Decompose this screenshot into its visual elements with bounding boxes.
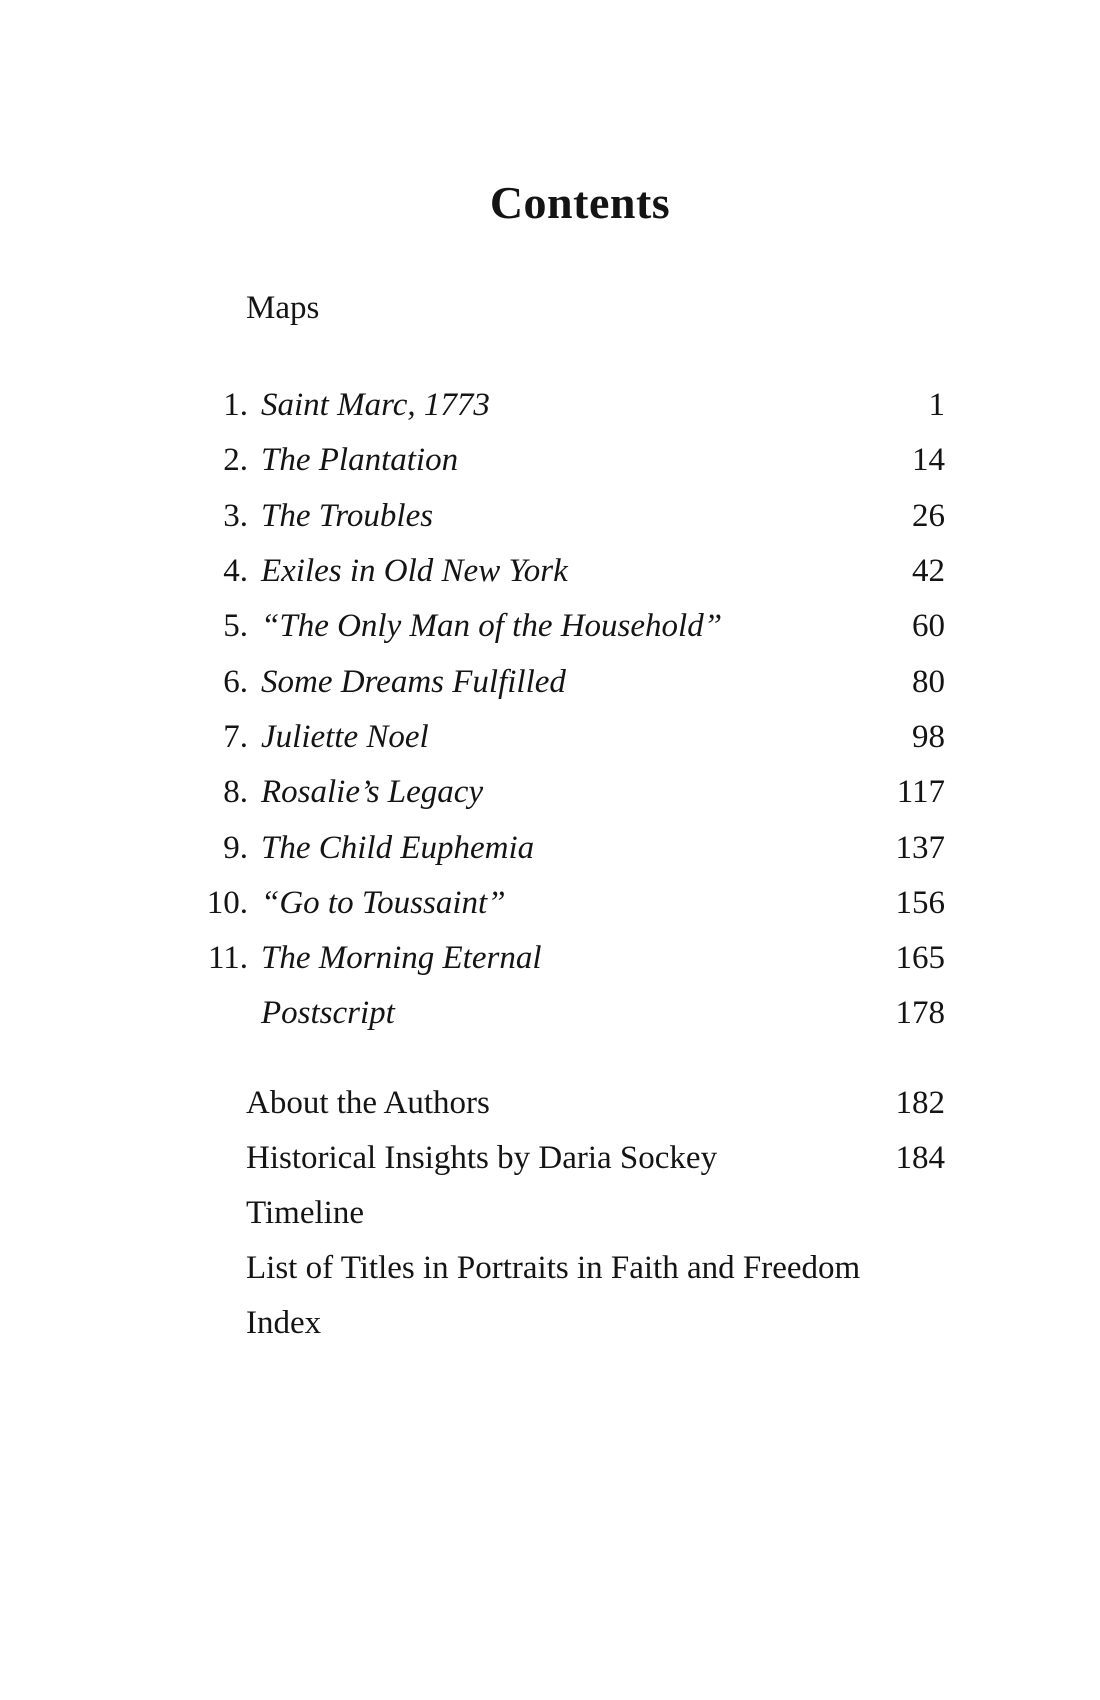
page-number: 42 — [912, 553, 945, 590]
toc-chapter-row — [170, 986, 945, 1041]
back-matter-title: List of Titles in Portraits in Faith and Freedom — [246, 1250, 861, 1286]
page-number: 178 — [895, 995, 945, 1032]
back-matter-title: Index — [246, 1305, 322, 1341]
toc-back-matter-row — [170, 1296, 945, 1351]
chapter-title: Juliette Noel — [261, 718, 429, 755]
page-title: Contents — [489, 177, 671, 228]
chapter-title: Rosalie’s Legacy — [261, 774, 484, 811]
section-label-maps: Maps — [246, 290, 320, 326]
toc-back-matter-row — [170, 1076, 945, 1131]
chapter-title: The Troubles — [261, 497, 434, 534]
page-number: 60 — [912, 608, 945, 645]
page-number: 117 — [896, 774, 945, 811]
chapter-number: 9. — [223, 829, 248, 866]
chapter-number: 6. — [223, 663, 248, 700]
chapter-number: 7. — [223, 718, 248, 755]
back-matter-title: Timeline — [246, 1195, 364, 1231]
toc-chapter-row — [170, 820, 945, 875]
page-number: 14 — [912, 442, 945, 479]
toc-chapter-row — [170, 433, 945, 488]
chapter-number: 11. — [207, 940, 248, 977]
chapter-title: Postscript — [261, 995, 395, 1032]
chapter-title: Some Dreams Fulfilled — [261, 663, 566, 700]
toc-chapter-row — [170, 710, 945, 765]
page-number: 182 — [895, 1085, 945, 1121]
toc-chapter-row — [170, 765, 945, 820]
page-number: 1 — [928, 387, 945, 424]
chapter-title: The Morning Eternal — [261, 940, 542, 977]
toc-chapter-row — [170, 489, 945, 544]
page-number: 80 — [912, 663, 945, 700]
chapter-title: The Plantation — [261, 442, 459, 479]
chapter-title: “The Only Man of the Household” — [261, 608, 723, 645]
chapter-list — [170, 378, 945, 1042]
chapter-number: 1. — [223, 387, 248, 424]
page-number: 165 — [895, 940, 945, 977]
chapter-number: 8. — [223, 774, 248, 811]
page-number: 26 — [912, 497, 945, 534]
back-matter-list — [170, 1076, 945, 1351]
toc-back-matter-row — [170, 1131, 945, 1186]
chapter-number: 10. — [206, 884, 248, 921]
toc-back-matter-row — [170, 1241, 945, 1296]
chapter-number: 4. — [223, 553, 248, 590]
toc-chapter-row — [170, 544, 945, 599]
toc-chapter-row — [170, 378, 945, 433]
toc-chapter-row — [170, 599, 945, 654]
chapter-title: Saint Marc, 1773 — [261, 387, 490, 424]
back-matter-title: Historical Insights by Daria Sockey — [246, 1140, 718, 1176]
toc-chapter-row — [170, 876, 945, 931]
chapter-number: 3. — [223, 497, 248, 534]
toc-chapter-row — [170, 931, 945, 986]
toc-chapter-row — [170, 654, 945, 709]
page-number: 137 — [895, 829, 945, 866]
chapter-title: The Child Euphemia — [261, 829, 535, 866]
chapter-title: Exiles in Old New York — [261, 553, 568, 590]
chapter-number: 5. — [223, 608, 248, 645]
page-number: 156 — [895, 884, 945, 921]
back-matter-title: About the Authors — [246, 1085, 490, 1121]
page-number: 98 — [912, 718, 945, 755]
toc-back-matter-row — [170, 1186, 945, 1241]
chapter-number: 2. — [223, 442, 248, 479]
page-number: 184 — [895, 1140, 945, 1176]
chapter-title: “Go to Toussaint” — [261, 884, 506, 921]
